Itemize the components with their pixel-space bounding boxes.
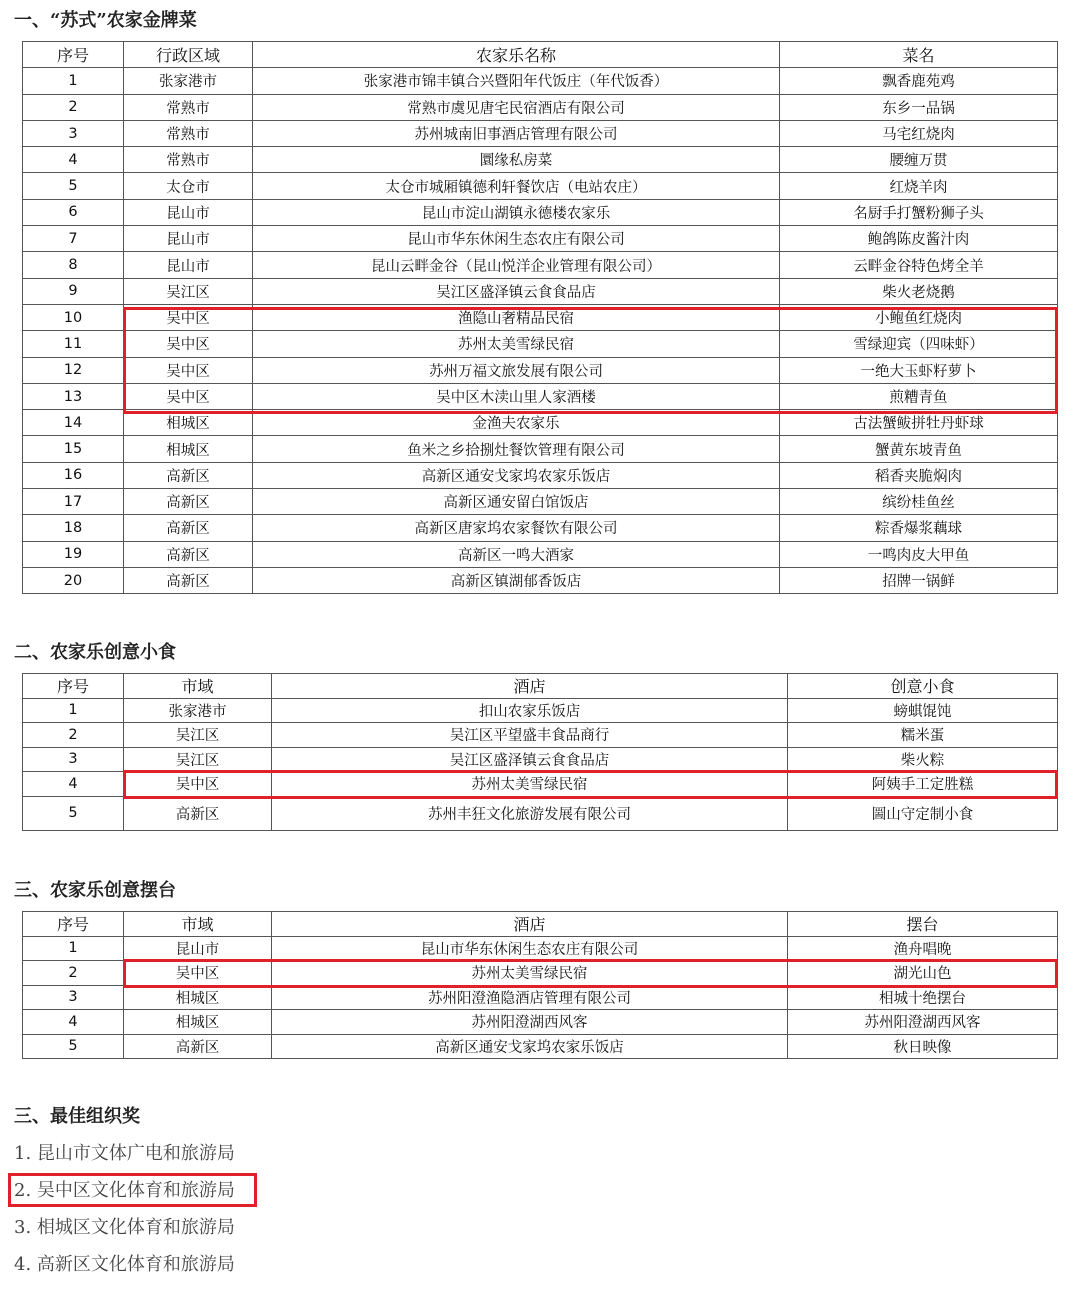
region-cell: 吴江区	[124, 747, 272, 772]
region-cell: 常熟市	[124, 147, 253, 173]
index-cell: 3	[23, 747, 124, 772]
item-cell: 蟹黄东坡青鱼	[780, 436, 1058, 462]
region-cell: 吴中区	[124, 357, 253, 383]
table-row	[23, 462, 1058, 488]
index-cell: 12	[23, 357, 124, 383]
table-header-row	[23, 674, 1058, 699]
venue-cell: 吴江区平望盛丰食品商行	[272, 723, 788, 748]
venue-cell: 苏州阳澄渔隐酒店管理有限公司	[272, 985, 788, 1010]
table-row	[23, 961, 1058, 986]
venue-cell: 扣山农家乐饭店	[272, 698, 788, 723]
region-cell: 常熟市	[124, 120, 253, 146]
table-row	[23, 1034, 1058, 1059]
item-cell: 阿姨手工定胜糕	[788, 772, 1058, 797]
item-cell: 飘香鹿苑鸡	[780, 68, 1058, 94]
table-row	[23, 173, 1058, 199]
table-row	[23, 147, 1058, 173]
region-cell: 高新区	[124, 567, 253, 593]
table-row	[23, 567, 1058, 593]
venue-cell: 鱼米之乡拾捌灶餐饮管理有限公司	[253, 436, 780, 462]
table-row	[23, 723, 1058, 748]
header-index-cell: 序号	[23, 42, 124, 68]
header-item-cell: 菜名	[780, 42, 1058, 68]
table-row	[23, 410, 1058, 436]
venue-cell: 吴江区盛泽镇云食食品店	[253, 278, 780, 304]
header-item-cell: 摆台	[788, 912, 1058, 937]
header-region-cell: 行政区域	[124, 42, 253, 68]
award-item-3: 3. 相城区文化体育和旅游局	[14, 1217, 235, 1238]
item-cell: 相城十绝摆台	[788, 985, 1058, 1010]
region-cell: 太仓市	[124, 173, 253, 199]
region-cell: 昆山市	[124, 199, 253, 225]
table-row	[23, 383, 1058, 409]
venue-cell: 苏州太美雪绿民宿	[272, 961, 788, 986]
index-cell: 15	[23, 436, 124, 462]
venue-cell: 渔隐山奢精品民宿	[253, 304, 780, 330]
item-cell: 糯米蛋	[788, 723, 1058, 748]
region-cell: 吴中区	[124, 331, 253, 357]
index-cell: 14	[23, 410, 124, 436]
index-cell: 5	[23, 173, 124, 199]
region-cell: 相城区	[124, 410, 253, 436]
section3-title: 三、农家乐创意摆台	[14, 880, 176, 901]
index-cell: 1	[23, 68, 124, 94]
venue-cell: 苏州太美雪绿民宿	[253, 331, 780, 357]
region-cell: 相城区	[124, 1010, 272, 1035]
index-cell: 20	[23, 567, 124, 593]
item-cell: 小鲍鱼红烧肉	[780, 304, 1058, 330]
venue-cell: 张家港市锦丰镇合兴暨阳年代饭庄（年代饭香）	[253, 68, 780, 94]
item-cell: 腰缠万贯	[780, 147, 1058, 173]
region-cell: 张家港市	[124, 68, 253, 94]
region-cell: 吴江区	[124, 723, 272, 748]
index-cell: 8	[23, 252, 124, 278]
index-cell: 9	[23, 278, 124, 304]
table-row	[23, 94, 1058, 120]
region-cell: 吴江区	[124, 278, 253, 304]
region-cell: 高新区	[124, 515, 253, 541]
award-item-1: 1. 昆山市文体广电和旅游局	[14, 1143, 235, 1164]
index-cell: 1	[23, 698, 124, 723]
item-cell: 苏州阳澄湖西风客	[788, 1010, 1058, 1035]
venue-cell: 昆山市华东休闲生态农庄有限公司	[272, 936, 788, 961]
venue-cell: 金渔夫农家乐	[253, 410, 780, 436]
region-cell: 昆山市	[124, 252, 253, 278]
table-setting-table	[22, 911, 1058, 1059]
index-cell: 7	[23, 226, 124, 252]
index-cell: 10	[23, 304, 124, 330]
venue-cell: 高新区通安戈家坞农家乐饭店	[272, 1034, 788, 1059]
index-cell: 17	[23, 489, 124, 515]
venue-cell: 苏州丰狂文化旅游发展有限公司	[272, 796, 788, 830]
table-row	[23, 489, 1058, 515]
item-cell: 粽香爆浆藕球	[780, 515, 1058, 541]
index-cell: 1	[23, 936, 124, 961]
item-cell: 一鸣肉皮大甲鱼	[780, 541, 1058, 567]
index-cell: 16	[23, 462, 124, 488]
item-cell: 圌山守定制小食	[788, 796, 1058, 830]
table-row	[23, 541, 1058, 567]
table-row	[23, 278, 1058, 304]
index-cell: 4	[23, 147, 124, 173]
table-row	[23, 1010, 1058, 1035]
region-cell: 高新区	[124, 796, 272, 830]
index-cell: 2	[23, 94, 124, 120]
index-cell: 19	[23, 541, 124, 567]
item-cell: 雪绿迎宾（四味虾）	[780, 331, 1058, 357]
venue-cell: 高新区通安戈家坞农家乐饭店	[253, 462, 780, 488]
item-cell: 古法蟹鲅拼牡丹虾球	[780, 410, 1058, 436]
item-cell: 渔舟唱晚	[788, 936, 1058, 961]
item-cell: 秋日映像	[788, 1034, 1058, 1059]
item-cell: 鲍鸽陈皮酱汁肉	[780, 226, 1058, 252]
item-cell: 螃蜞馄饨	[788, 698, 1058, 723]
venue-cell: 苏州阳澄湖西风客	[272, 1010, 788, 1035]
item-cell: 柴火老烧鹅	[780, 278, 1058, 304]
section4-title: 三、最佳组织奖	[14, 1106, 140, 1127]
header-region-cell: 市域	[124, 912, 272, 937]
index-cell: 4	[23, 772, 124, 797]
index-cell: 2	[23, 723, 124, 748]
venue-cell: 圜缘私房菜	[253, 147, 780, 173]
region-cell: 吴中区	[124, 961, 272, 986]
table-row	[23, 436, 1058, 462]
section2-title: 二、农家乐创意小食	[14, 642, 176, 663]
table-header-row	[23, 42, 1058, 68]
region-cell: 吴中区	[124, 772, 272, 797]
table-row	[23, 985, 1058, 1010]
venue-cell: 苏州城南旧事酒店管理有限公司	[253, 120, 780, 146]
region-cell: 高新区	[124, 489, 253, 515]
table-row	[23, 796, 1058, 830]
item-cell: 东乡一品锅	[780, 94, 1058, 120]
table-row	[23, 772, 1058, 797]
gold-dish-table	[22, 41, 1058, 594]
item-cell: 煎糟青鱼	[780, 383, 1058, 409]
index-cell: 4	[23, 1010, 124, 1035]
snack-table	[22, 673, 1058, 831]
region-cell: 常熟市	[124, 94, 253, 120]
region-cell: 高新区	[124, 462, 253, 488]
table-row	[23, 331, 1058, 357]
item-cell: 红烧羊肉	[780, 173, 1058, 199]
header-venue-cell: 酒店	[272, 674, 788, 699]
venue-cell: 吴中区木渎山里人家酒楼	[253, 383, 780, 409]
index-cell: 3	[23, 985, 124, 1010]
table-row	[23, 252, 1058, 278]
index-cell: 13	[23, 383, 124, 409]
section1-title: 一、“苏式”农家金牌菜	[14, 10, 197, 31]
item-cell: 稻香夹脆焖肉	[780, 462, 1058, 488]
item-cell: 缤纷桂鱼丝	[780, 489, 1058, 515]
region-cell: 张家港市	[124, 698, 272, 723]
index-cell: 5	[23, 796, 124, 830]
region-cell: 吴中区	[124, 304, 253, 330]
header-item-cell: 创意小食	[788, 674, 1058, 699]
venue-cell: 高新区镇湖郁香饭店	[253, 567, 780, 593]
header-index-cell: 序号	[23, 912, 124, 937]
index-cell: 3	[23, 120, 124, 146]
index-cell: 11	[23, 331, 124, 357]
award-item-4: 4. 高新区文化体育和旅游局	[14, 1254, 235, 1275]
region-cell: 高新区	[124, 1034, 272, 1059]
table-row	[23, 120, 1058, 146]
index-cell: 2	[23, 961, 124, 986]
table-row	[23, 698, 1058, 723]
region-cell: 昆山市	[124, 226, 253, 252]
item-cell: 招牌一锅鲜	[780, 567, 1058, 593]
region-cell: 相城区	[124, 985, 272, 1010]
venue-cell: 苏州万福文旅发展有限公司	[253, 357, 780, 383]
table-row	[23, 226, 1058, 252]
index-cell: 18	[23, 515, 124, 541]
table-row	[23, 199, 1058, 225]
header-venue-cell: 农家乐名称	[253, 42, 780, 68]
award-item-2: 2. 吴中区文化体育和旅游局	[14, 1180, 235, 1201]
table-row	[23, 68, 1058, 94]
region-cell: 吴中区	[124, 383, 253, 409]
item-cell: 云畔金谷特色烤全羊	[780, 252, 1058, 278]
venue-cell: 高新区通安留白馆饭店	[253, 489, 780, 515]
table-row	[23, 304, 1058, 330]
region-cell: 高新区	[124, 541, 253, 567]
table-header-row	[23, 912, 1058, 937]
venue-cell: 昆山市华东休闲生态农庄有限公司	[253, 226, 780, 252]
item-cell: 柴火粽	[788, 747, 1058, 772]
venue-cell: 常熟市虞见唐宅民宿酒店有限公司	[253, 94, 780, 120]
table-row	[23, 936, 1058, 961]
header-region-cell: 市域	[124, 674, 272, 699]
venue-cell: 高新区一鸣大酒家	[253, 541, 780, 567]
venue-cell: 吴江区盛泽镇云食食品店	[272, 747, 788, 772]
item-cell: 马宅红烧肉	[780, 120, 1058, 146]
header-venue-cell: 酒店	[272, 912, 788, 937]
index-cell: 5	[23, 1034, 124, 1059]
header-index-cell: 序号	[23, 674, 124, 699]
region-cell: 相城区	[124, 436, 253, 462]
table-row	[23, 747, 1058, 772]
index-cell: 6	[23, 199, 124, 225]
item-cell: 湖光山色	[788, 961, 1058, 986]
venue-cell: 昆山云畔金谷（昆山悦洋企业管理有限公司）	[253, 252, 780, 278]
venue-cell: 高新区唐家坞农家餐饮有限公司	[253, 515, 780, 541]
item-cell: 一绝大玉虾籽萝卜	[780, 357, 1058, 383]
item-cell: 名厨手打蟹粉狮子头	[780, 199, 1058, 225]
table-row	[23, 357, 1058, 383]
region-cell: 昆山市	[124, 936, 272, 961]
venue-cell: 苏州太美雪绿民宿	[272, 772, 788, 797]
table-row	[23, 515, 1058, 541]
venue-cell: 昆山市淀山湖镇永德楼农家乐	[253, 199, 780, 225]
venue-cell: 太仓市城厢镇德利轩餐饮店（电站农庄）	[253, 173, 780, 199]
